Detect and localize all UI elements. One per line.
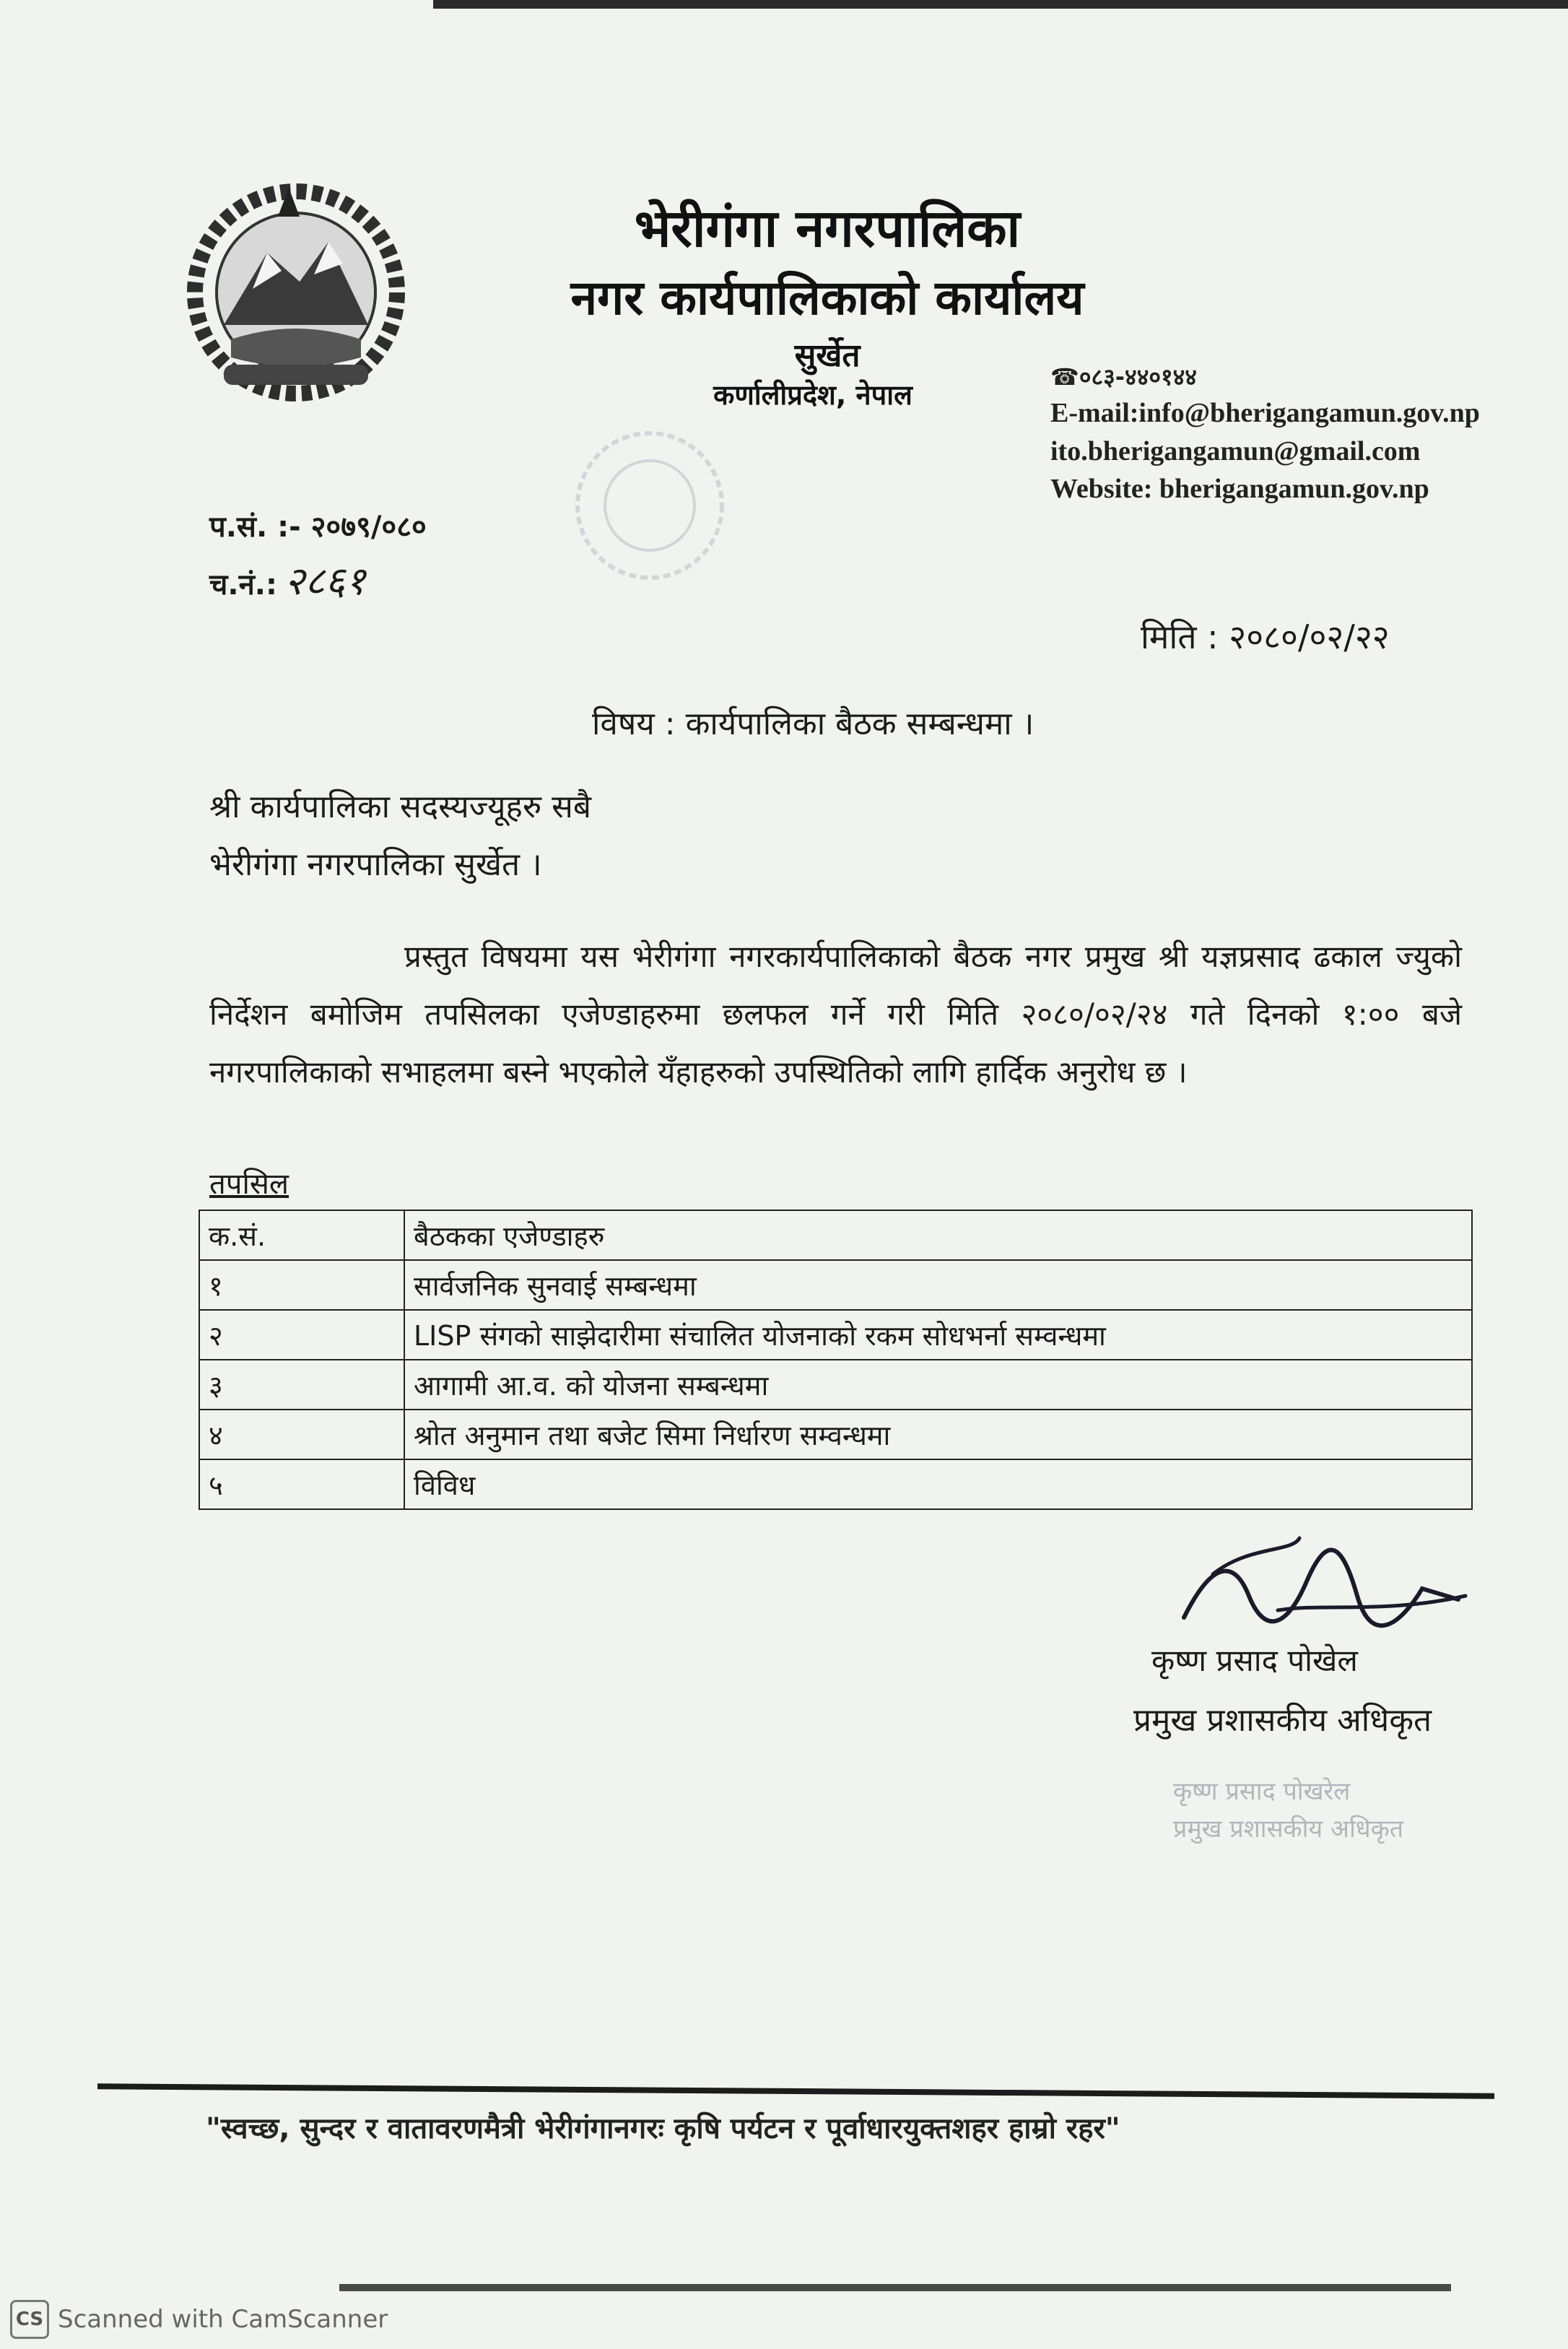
- row-serial: ४: [199, 1410, 404, 1459]
- office-province: कर्णालीप्रदेश, नेपाल: [713, 379, 913, 411]
- camscanner-icon: CS: [10, 2300, 49, 2339]
- addressee-line-2: भेरीगंगा नगरपालिका सुर्खेत ।: [209, 846, 542, 883]
- letter-subject: विषय : कार्यपालिका बैठक सम्बन्धमा ।: [592, 705, 1035, 742]
- stamp-line-1: कृष्ण प्रसाद पोखरेल: [1173, 1777, 1351, 1806]
- scanner-watermark: [10, 2300, 388, 2339]
- scanner-text: Scanned with CamScanner: [58, 2305, 388, 2334]
- header-serial: क.सं.: [199, 1210, 404, 1260]
- signer-name: कृष्ण प्रसाद पोखेल: [1151, 1643, 1358, 1678]
- footer-motto: "स्वच्छ, सुन्दर र वातावरणमैत्री भेरीगंगानगरः कृषि पर्यटन र पूर्वाधारयुक्तशहर हाम्रो रहर": [206, 2112, 1120, 2145]
- row-serial: २: [199, 1310, 404, 1360]
- handwritten-signature: [1170, 1531, 1473, 1639]
- addressee-line-1: श्री कार्यपालिका सदस्यज्यूहरु सबै: [209, 789, 591, 825]
- signature-stamp: [1173, 1773, 1403, 1848]
- table-row: [199, 1310, 1472, 1360]
- contact-email: E-mail:info@bherigangamun.gov.np: [1050, 398, 1480, 428]
- row-serial: ५: [199, 1459, 404, 1509]
- header-agenda: बैठकका एजेण्डाहरु: [404, 1210, 1472, 1260]
- table-header-row: [199, 1210, 1472, 1260]
- contact-email-alt: ito.bherigangamun@gmail.com: [1050, 436, 1421, 466]
- footer-divider: [97, 2083, 1494, 2099]
- cn-value: २८६१: [284, 558, 366, 604]
- phone-number: ०८३-४४०१४४: [1079, 363, 1197, 391]
- row-agenda: विविध: [404, 1459, 1472, 1509]
- annex-label: तपसिल: [209, 1168, 289, 1201]
- table-row: [199, 1459, 1472, 1509]
- phone-icon: ☎: [1050, 363, 1079, 391]
- scan-edge-top: [433, 0, 1568, 9]
- letter-date: मिति : २०८०/०२/२२: [1141, 617, 1390, 656]
- row-agenda: आगामी आ.व. को योजना सम्बन्धमा: [404, 1360, 1472, 1410]
- table-row: [199, 1260, 1472, 1310]
- cn-label: च.नं.:: [209, 568, 277, 602]
- office-name: भेरीगंगा नगरपालिका: [634, 198, 1021, 259]
- reference-ps: [209, 505, 427, 545]
- agenda-table: [199, 1210, 1473, 1510]
- table-row: [199, 1360, 1472, 1410]
- row-agenda: सार्वजनिक सुनवाई सम्बन्धमा: [404, 1260, 1472, 1310]
- ps-value: २०७९/०८०: [310, 511, 427, 544]
- contact-website: Website: bherigangamun.gov.np: [1050, 474, 1429, 504]
- scan-edge-bottom: [339, 2284, 1451, 2291]
- signer-title: प्रमुख प्रशासकीय अधिकृत: [1133, 1702, 1432, 1739]
- row-serial: १: [199, 1260, 404, 1310]
- ps-label: प.सं. :-: [209, 511, 301, 544]
- contact-phone: [1050, 361, 1197, 392]
- reference-cn: [209, 552, 365, 606]
- office-subtitle: नगर कार्यपालिकाको कार्यालय: [570, 270, 1084, 326]
- office-stamp-icon: [563, 419, 736, 592]
- letter-body: प्रस्तुत विषयमा यस भेरीगंगा नगरकार्यपालिकाको बैठक नगर प्रमुख श्री यज्ञप्रसाद ढकाल ज्युको निर्देशन बमोजिम तपसिलका एजेण्डाहरुमा छलफल गर्ने गरी मिति २०८०/०२/२४ गते दिनको १:०० बजे नगरपालिकाको सभाहलमा बस्ने भएकोले यँहाहरुको उपस्थितिको लागि हार्दिक अनुरोध छ ।: [209, 939, 1462, 1090]
- row-agenda: श्रोत अनुमान तथा बजेट सिमा निर्धारण सम्वन्धमा: [404, 1410, 1472, 1459]
- stamp-line-2: प्रमुख प्रशासकीय अधिकृत: [1173, 1815, 1404, 1844]
- table-row: [199, 1410, 1472, 1459]
- row-serial: ३: [199, 1360, 404, 1410]
- office-city: सुर्खेत: [794, 337, 861, 374]
- row-agenda: LISP संगको साझेदारीमा संचालित योजनाको रकम सोधभर्ना सम्वन्धमा: [404, 1310, 1472, 1360]
